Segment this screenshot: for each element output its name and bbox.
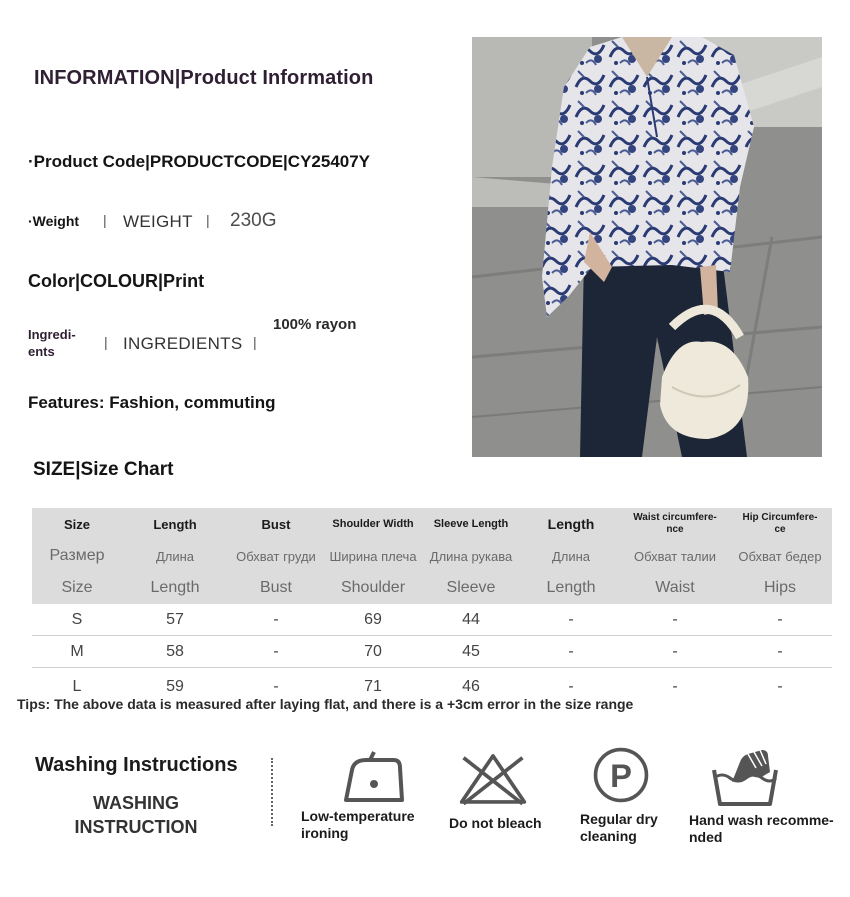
table-cell: S [71,610,83,628]
table-cell: 57 [166,610,184,628]
table-cell: 71 [364,678,382,695]
table-cell: 70 [364,642,382,660]
wash-label: Do not bleach [449,815,542,831]
color-line: Color|COLOUR|Print [28,271,205,291]
table-cell: - [273,678,279,695]
table-cell: 44 [462,610,480,628]
header-row-en [32,508,832,540]
header-cell: Sleeve [446,579,496,596]
header-cell: Hip Circumfere- ce [742,512,818,535]
table-cell: - [273,642,279,660]
table-cell: 46 [462,678,480,695]
separator: | [103,212,107,228]
header-cell: Обхват бедер [738,548,822,564]
table-cell: - [777,610,783,628]
ingredients-value: 100% rayon [273,316,357,333]
header-cell: Length [150,579,200,596]
weight-label: ·Weight [28,213,80,229]
header-cell: Shoulder [340,579,406,596]
svg-text:P: P [610,756,632,794]
header-cell: Hips [763,579,796,596]
weight-value: 230G [230,210,277,231]
dry-clean-icon [586,745,656,805]
header-cell: Обхват талии [633,548,717,564]
no-bleach-icon [458,748,528,808]
table-cell: - [672,642,678,660]
ingredients-name: INGREDIENTS [123,334,243,353]
header-row-short [32,572,832,604]
wash-label: Regular dry cleaning [580,811,658,844]
header-cell: Размер [49,547,105,564]
header-cell: Size [63,516,90,532]
header-cell: Bust [259,579,292,596]
table-cell: - [777,642,783,660]
size-table [32,508,832,696]
features-line: Features: Fashion, commuting [28,393,276,412]
table-cell: - [568,642,574,660]
table-cell: - [672,610,678,628]
header-cell: Длина [155,548,195,564]
header-cell: Длина рукава [429,548,513,564]
table-cell: - [568,678,574,695]
table-cell: - [273,610,279,628]
tips-text: Tips: The above data is measured after laying flat, and there is a +3cm error in the size range [17,696,634,712]
ingredients-label: Ingredi- ents [28,327,76,359]
table-cell: M [70,642,84,660]
table-cell: - [568,610,574,628]
table-cell: 45 [462,642,480,660]
header-cell: Length [546,579,596,596]
header-cell: Waist circumfere- nce [633,512,717,535]
divider [271,758,273,826]
table-row [32,636,832,668]
weight-name: WEIGHT [123,212,193,231]
table-cell: 58 [166,642,184,660]
header-row-ru [32,540,832,572]
header-cell: Bust [261,516,291,532]
table-row [32,604,832,636]
model-illustration [472,37,822,457]
header-cell: Обхват груди [236,548,316,564]
product-code: ·Product Code|PRODUCTCODE|CY25407Y [28,152,371,171]
separator: | [104,334,108,350]
header-cell: Shoulder Width [332,518,414,530]
iron-icon [336,748,406,808]
size-chart-title: SIZE|Size Chart [33,459,174,480]
table-cell: 59 [166,678,184,695]
header-cell: Size [61,579,93,596]
hand-wash-icon [710,748,780,808]
header-cell: Sleeve Length [433,518,509,530]
header-cell: Waist [655,579,695,596]
table-cell: - [777,678,783,695]
wash-label: Hand wash recomme- nded [689,812,834,845]
separator: | [206,212,210,228]
product-photo [472,37,822,457]
table-cell: - [672,678,678,695]
table-cell: 69 [364,610,382,628]
wash-label: Low-temperature ironing [301,808,415,841]
washing-title: Washing Instructions [35,754,238,776]
table-row [32,668,832,696]
header-cell: Ширина плеча [329,548,417,564]
table-cell: L [72,678,82,695]
header-cell: Длина [551,548,591,564]
header-cell: Length [153,516,197,532]
separator: | [253,334,257,350]
info-title: INFORMATION|Product Information [34,67,374,89]
header-cell: Length [547,516,595,532]
washing-subtitle: WASHING INSTRUCTION [74,793,198,837]
